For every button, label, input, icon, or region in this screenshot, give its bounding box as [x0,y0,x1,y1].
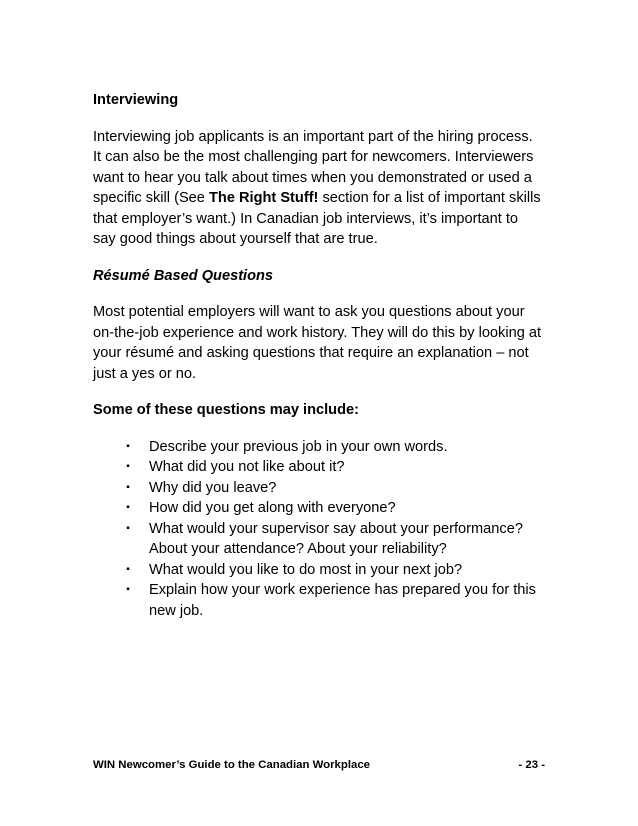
intro-line: It can also be the most challenging part for newcomers. Interviewers [93,149,534,165]
question-list [124,437,584,622]
subsection-title: Résumé Based Questions [93,267,274,284]
list-item [124,478,584,499]
resume-line: Most potential employers will want to ask you questions about your [93,304,525,320]
list-item [124,580,584,621]
bullet-icon: ▪ [126,461,130,472]
page-content [93,90,553,621]
question-text: What would you like to do most in your next job? [149,561,463,578]
question-text: Why did you leave? [149,479,277,496]
intro-line: that employer’s want.) In Canadian job interviews, it’s important to [93,210,519,227]
question-text: How did you get along with everyone? [149,500,396,516]
list-intro: Some of these questions may include: [93,402,359,418]
question-text: Explain how your work experience has prepared you for this [149,582,536,598]
bullet-icon: ▪ [126,502,130,513]
intro-line: say good things about yourself that are true. [93,231,378,247]
list-item [124,498,584,519]
question-text-continued: About your attendance? About your reliability? [149,541,447,557]
question-text: Describe your previous job in your own words. [149,438,448,455]
bullet-icon: ▪ [126,440,130,452]
question-text: What did you not like about it? [149,459,345,475]
list-item [124,437,584,458]
bullet-icon: ▪ [126,563,130,575]
right-stuff-reference: The Right Stuff! [208,190,319,206]
footer-guide-title: WIN Newcomer’s Guide to the Canadian Workplace [93,759,371,771]
intro-text: section for a list of important skills [318,190,541,206]
intro-line: Interviewing job applicants is an important part of the hiring process. [93,128,533,145]
question-text: What would your supervisor say about your performance? [149,520,523,537]
bullet-icon: ▪ [126,522,130,534]
list-item [124,560,584,581]
question-text-continued: new job. [149,602,204,619]
page-footer [93,759,545,771]
bullet-icon: ▪ [126,584,130,595]
resume-line: on-the-job experience and work history. They will do this by looking at [93,324,542,341]
list-item [124,519,584,560]
section-title: Interviewing [93,92,179,108]
bullet-icon: ▪ [126,481,130,493]
intro-paragraph [93,127,553,250]
resume-paragraph [93,302,553,384]
resume-line: just a yes or no. [93,365,197,382]
intro-line: want to hear you talk about times when you demonstrated or used a [93,169,532,186]
intro-line-with-reference [93,188,553,209]
intro-text: specific skill (See [93,190,209,206]
list-item [124,457,584,478]
resume-line: your résumé and asking questions that require an explanation – not [93,345,529,361]
footer-page-number: - 23 - [518,759,545,771]
